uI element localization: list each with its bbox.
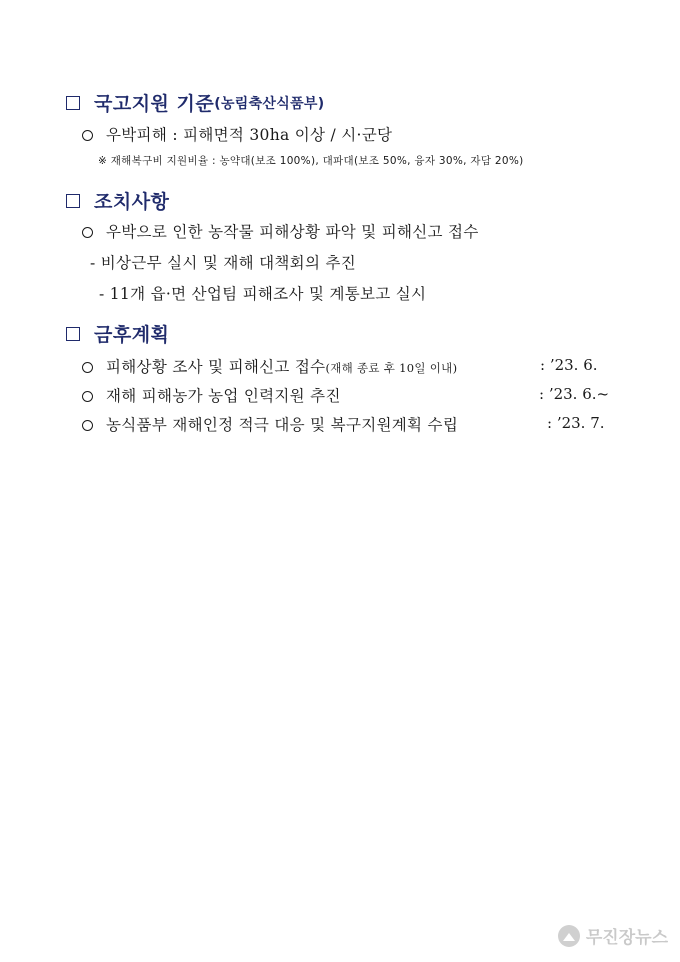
- section-title: 국고지원 기준: [94, 93, 215, 115]
- plan-item-text: 피해상황 조사 및 피해신고 접수: [106, 358, 326, 376]
- section-heading-national-support: [66, 89, 324, 116]
- plan-item-paren: (재해 종료 후 10일 이내): [325, 361, 458, 375]
- list-item-text: 우박으로 인한 농작물 피해상황 파악 및 피해신고 접수: [106, 223, 479, 241]
- circle-bullet-icon: [82, 227, 93, 238]
- watermark-logo: [558, 923, 668, 948]
- mountain-logo-icon: [558, 925, 580, 947]
- list-item: [82, 220, 479, 242]
- sub-list-item: - 11개 읍·면 산업팀 피해조사 및 계통보고 실시: [99, 285, 427, 303]
- section-title: 조치사항: [94, 191, 170, 213]
- section-subtitle: (농림축산식품부): [214, 95, 325, 112]
- plan-item-text: 재해 피해농가 농업 인력지원 추진: [106, 387, 341, 405]
- plan-item-text: 농식품부 재해인정 적극 대응 및 복구지원계획 수립: [106, 416, 459, 434]
- support-ratio-note: ※ 재해복구비 지원비율 : 농약대(보조 100%), 대파대(보조 50%, 융자 30%, 자담 20%): [98, 155, 524, 167]
- section-heading-future-plans: [66, 320, 169, 347]
- circle-bullet-icon: [82, 362, 93, 373]
- list-item: [82, 123, 392, 145]
- sub-list-item: - 비상근무 실시 및 재해 대책회의 추진: [90, 254, 356, 272]
- circle-bullet-icon: [82, 391, 93, 402]
- plan-item-date: : ’23. 6.~: [539, 385, 610, 403]
- plan-item: [82, 413, 458, 435]
- plan-item: [82, 384, 341, 406]
- checkbox-square-icon: [66, 327, 80, 341]
- checkbox-square-icon: [66, 194, 80, 208]
- section-heading-actions: [66, 187, 169, 214]
- circle-bullet-icon: [82, 130, 93, 141]
- checkbox-square-icon: [66, 96, 80, 110]
- circle-bullet-icon: [82, 420, 93, 431]
- watermark-text: 무진장뉴스: [585, 928, 668, 948]
- plan-item: [82, 355, 457, 377]
- section-title: 금후계획: [94, 324, 170, 346]
- list-item-text: 우박피해 : 피해면적 30ha 이상 / 시·군당: [106, 126, 393, 144]
- plan-item-date: : ’23. 6.: [540, 356, 598, 374]
- plan-item-date: : ’23. 7.: [547, 414, 605, 432]
